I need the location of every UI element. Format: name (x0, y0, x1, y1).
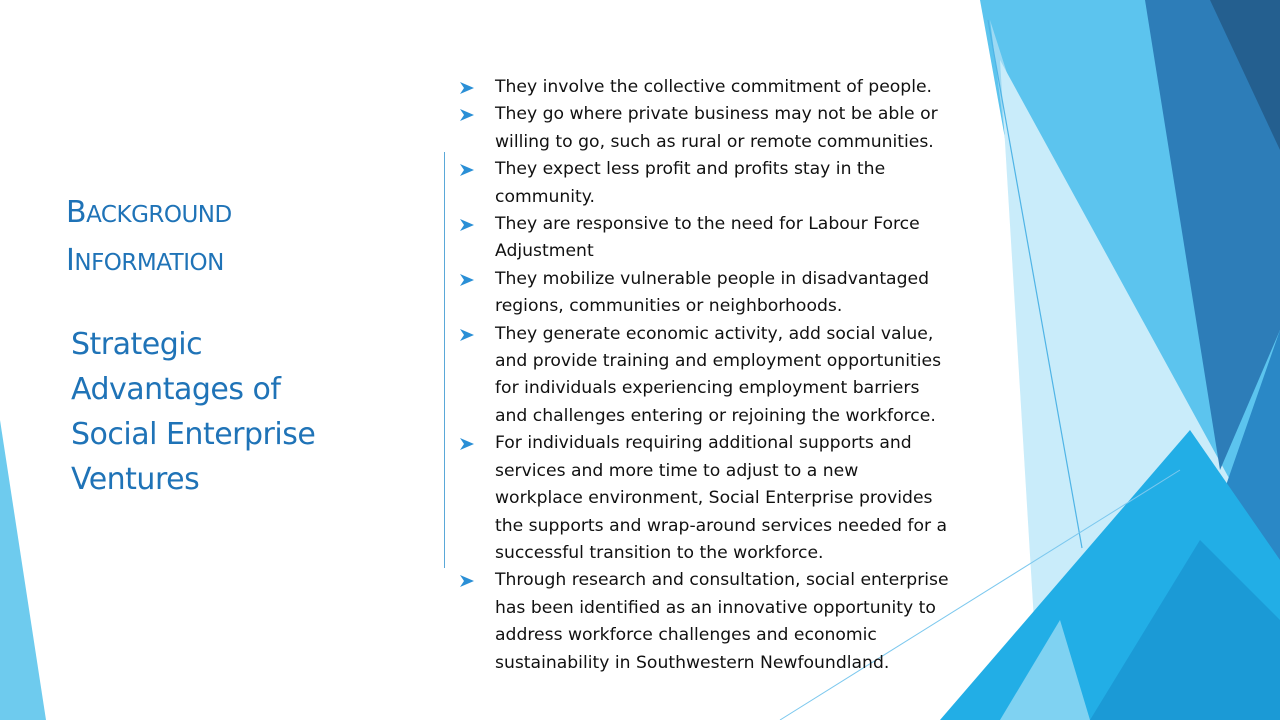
bullet-text-line: regions, communities or neighborhoods. (495, 296, 843, 317)
bullet-text-line: They go where private business may not be able or (495, 104, 938, 125)
bullet-item (458, 156, 1003, 211)
bullet-text-line: successful transition to the workforce. (495, 542, 824, 563)
bullet-item (458, 101, 1003, 156)
bullet-text-line: for individuals experiencing employment barriers (495, 378, 920, 399)
bullet-item (458, 266, 1003, 321)
bullet-text-line: For individuals requiring additional supports and (495, 433, 912, 454)
bullet-text-line: and provide training and employment opportunities (495, 351, 942, 372)
bullet-text-line: They are responsive to the need for Labour Force (495, 214, 920, 235)
bullet-text-line: willing to go, such as rural or remote communities. (495, 131, 934, 152)
bullet-item (458, 567, 1003, 677)
bullet-text-line: They generate economic activity, add social value, (495, 323, 934, 344)
bullet-text-line: Through research and consultation, social enterprise (495, 570, 949, 591)
bullet-item (458, 211, 1003, 266)
vertical-divider (444, 152, 445, 568)
bullet-text-line: They expect less profit and profits stay in the (495, 159, 886, 180)
arrow-bullet-icon (460, 575, 474, 587)
bullet-text-line: and challenges entering or rejoining the workforce. (495, 405, 936, 426)
bullet-text-line: Adjustment (495, 241, 594, 262)
left-edge-shape (0, 420, 46, 720)
title-initial-i: I (66, 243, 75, 278)
bullet-text-line: services and more time to adjust to a new (495, 460, 859, 481)
bullet-text-line: They involve the collective commitment of people. (495, 77, 933, 97)
title-initial-b: B (66, 195, 87, 230)
bullet-text-line: sustainability in Southwestern Newfoundland. (495, 652, 890, 673)
arrow-bullet-icon (460, 82, 474, 94)
title-rest-background: ACKGROUND (86, 202, 232, 228)
arrow-bullet-icon (460, 438, 474, 450)
bullet-list (458, 74, 1003, 677)
bullet-text-line: They mobilize vulnerable people in disadvantaged (495, 268, 929, 289)
subtitle-line: Strategic (71, 327, 203, 362)
title-line-information (66, 238, 232, 286)
bullet-item (458, 430, 1003, 567)
bullet-item (458, 74, 1003, 101)
arrow-bullet-icon (460, 329, 474, 341)
bullet-text-line: workplace environment, Social Enterprise provides (495, 488, 933, 509)
slide-subtitle (71, 322, 401, 502)
title-line-background (66, 190, 232, 238)
title-rest-information: NFORMATION (74, 250, 224, 276)
arrow-bullet-icon (460, 219, 474, 231)
bullet-text-line: address workforce challenges and economic (495, 625, 877, 646)
subtitle-line: Ventures (71, 462, 200, 497)
bullet-item (458, 321, 1003, 431)
arrow-bullet-icon (460, 164, 474, 176)
arrow-bullet-icon (460, 274, 474, 286)
arrow-bullet-icon (460, 109, 474, 121)
bullet-text-line: community. (495, 186, 595, 207)
subtitle-line: Social Enterprise (71, 417, 316, 452)
slide-title (66, 190, 232, 286)
bullet-text-line: the supports and wrap-around services needed for a (495, 515, 948, 536)
subtitle-line: Advantages of (71, 372, 281, 407)
bullet-text-line: has been identified as an innovative opportunity to (495, 597, 936, 618)
